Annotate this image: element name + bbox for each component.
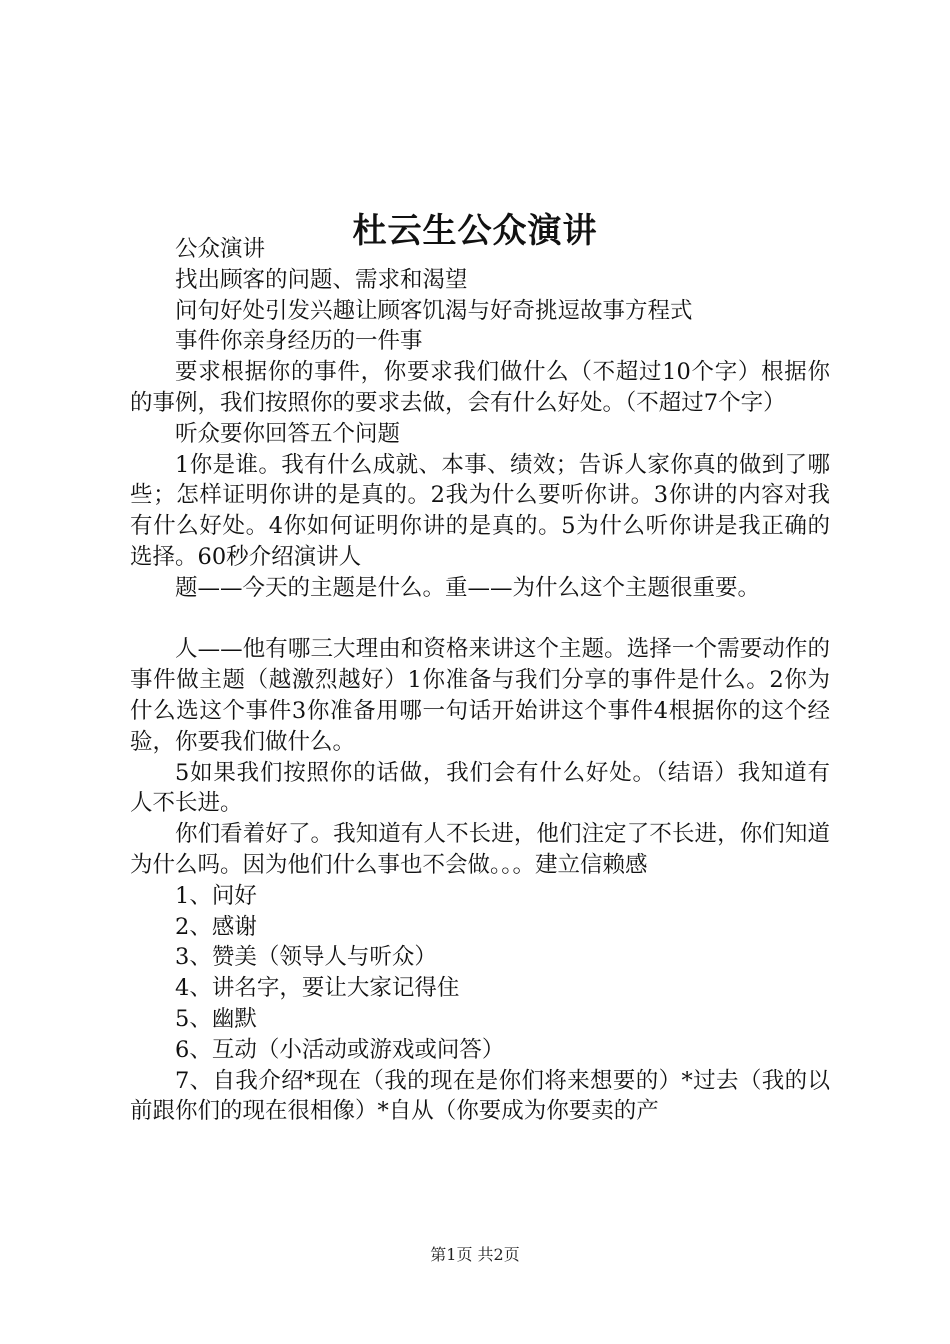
paragraph: 人——他有哪三大理由和资格来讲这个主题。选择一个需要动作的事件做主题（越激烈越好）1你准备与我们分享的事件是什么。2你为什么选这个事件3你准备用哪一句话开始讲这个事件4根据你的这个经验，你要我们做什么。	[130, 636, 830, 755]
page-footer: 第1页 共2页	[430, 1245, 520, 1264]
paragraph: 要求根据你的事件，你要求我们做什么（不超过10个字）根据你的事例，我们按照你的要求去做，会有什么好处。（不超过7个字）	[130, 359, 830, 416]
paragraph: 5如果我们按照你的话做，我们会有什么好处。（结语）我知道有人不长进。	[130, 759, 830, 817]
document-title: 杜云生公众演讲	[352, 210, 598, 251]
document-body	[130, 234, 830, 1127]
list-item: 4、讲名字，要让大家记得住	[175, 975, 460, 1002]
paragraph: 题——今天的主题是什么。重——为什么这个主题很重要。	[175, 574, 761, 601]
paragraph: 问句好处引发兴趣让顾客饥渴与好奇挑逗故事方程式	[175, 297, 693, 324]
blank-line	[130, 604, 830, 635]
paragraph: 1你是谁。我有什么成就、本事、绩效；告诉人家你真的做到了哪些；怎样证明你讲的是真的。2我为什么要听你讲。3你讲的内容对我有什么好处。4你如何证明你讲的是真的。5为什么听你讲是我正确的选择。60秒介绍演讲人	[130, 451, 830, 570]
list-item: 1、问好	[175, 882, 257, 909]
list-item: 6、互动（小活动或游戏或问答）	[175, 1036, 505, 1063]
paragraph: 公众演讲	[175, 236, 266, 262]
paragraph: 事件你亲身经历的一件事	[175, 328, 423, 355]
paragraph: 听众要你回答五个问题	[175, 420, 401, 447]
list-item: 7、自我介绍*现在（我的现在是你们将来想要的）*过去（我的以前跟你们的现在很相像）*自从（你要成为你要卖的产	[130, 1067, 830, 1125]
list-item: 5、幽默	[175, 1005, 257, 1032]
list-item: 2、感谢	[175, 913, 257, 940]
list-item: 3、赞美（领导人与听众）	[175, 944, 437, 971]
paragraph: 找出顾客的问题、需求和渴望	[175, 266, 468, 293]
paragraph: 你们看着好了。我知道有人不长进，他们注定了不长进，你们知道为什么吗。因为他们什么事也不会做。。。建立信赖感	[130, 821, 830, 878]
